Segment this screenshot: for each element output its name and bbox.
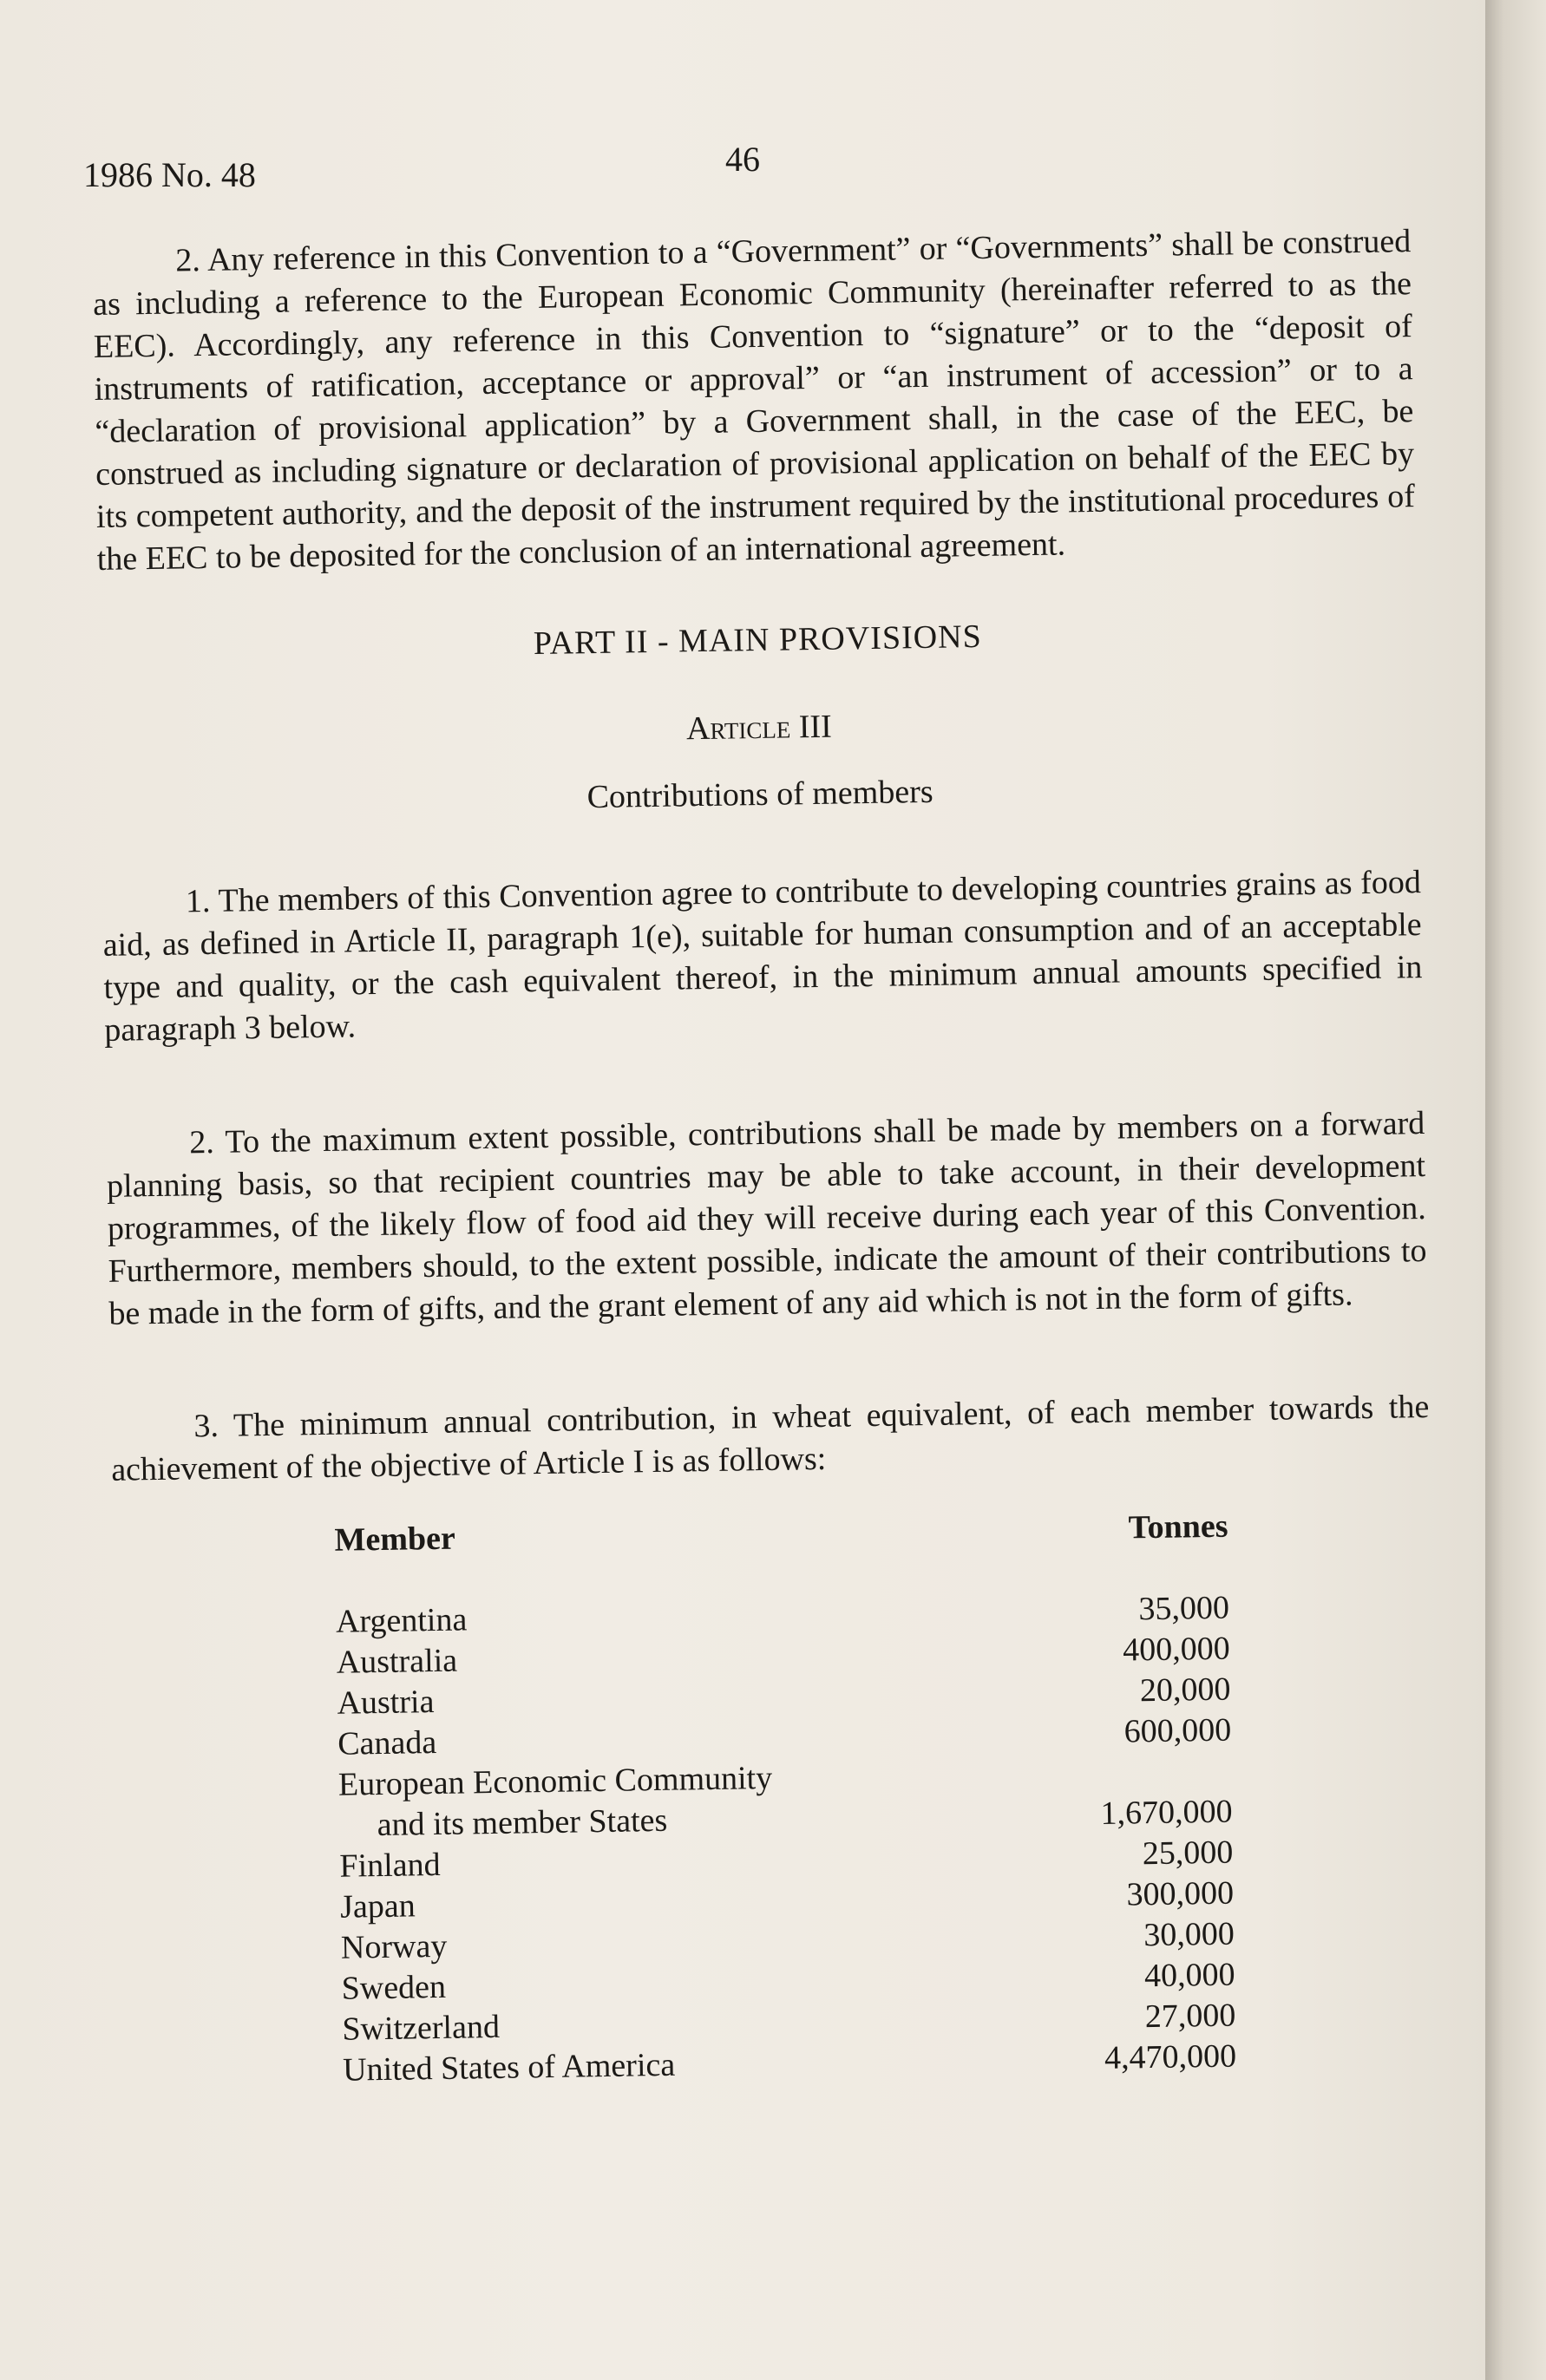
document-body: [92, 220, 1439, 2095]
contributions-table: [334, 1506, 1236, 2091]
tonnes-value: 40,000: [1143, 1956, 1235, 1995]
article-paragraph-2: 2. To the maximum extent possible, contributions shall be made by members on a forward planning basis, so that recipient countries may be able to take account, in their development programmes, of the likely flow of food aid they will receive during each year of this Convention. Furthermore, members should, to the extent possible, indicate the amount of their contributions to be made in the form of gifts, and the grant element of any aid which is not in the form of gifts.: [106, 1104, 1427, 1332]
book-spine-edge: [1485, 0, 1546, 2380]
document-reference: 1986 No. 48: [83, 155, 256, 194]
member-name: Australia: [336, 1642, 458, 1681]
column-header-tonnes: Tonnes: [1128, 1507, 1228, 1546]
member-name: European Economic Community: [337, 1759, 773, 1803]
member-name: Japan: [339, 1887, 416, 1926]
tonnes-value: 4,470,000: [1104, 2037, 1237, 2076]
member-name: United States of America: [342, 2046, 676, 2089]
paragraph-2: 2. Any reference in this Convention to a “Government” or “Governments” shall be construed as including a reference to the European Economic Community (hereinafter referred to as the EEC). Accordingly, any reference in this Convention to “signature” or to the “deposit of instruments of ratification, acceptance or approval” or “an instrument of accession” or to a “declaration of provisional application” by a Government shall, in the case of the EEC, be construed as including signature or declaration of provisional application on behalf of the EEC by its competent authority, and the deposit of the instrument required by the institutional procedures of the EEC to be deposited for the conclusion of an international agreement.: [92, 223, 1416, 578]
member-name: Finland: [339, 1846, 441, 1885]
member-name: Austria: [337, 1684, 435, 1722]
member-name: Sweden: [341, 1968, 447, 2007]
tonnes-value: 35,000: [1138, 1589, 1230, 1628]
article-title: Contributions of members: [586, 773, 933, 816]
tonnes-value: 20,000: [1139, 1671, 1231, 1710]
article-paragraph-3: 3. The minimum annual contribution, in wheat equivalent, of each member towards the achievement of the objective of Article I is as follows:: [110, 1388, 1430, 1488]
tonnes-value: [1058, 1751, 1233, 1795]
tonnes-value: 30,000: [1143, 1915, 1235, 1954]
tonnes-value: 600,000: [1123, 1711, 1232, 1750]
member-name: Switzerland: [342, 2008, 501, 2048]
member-name: Argentina: [335, 1601, 468, 1640]
tonnes-value: 300,000: [1126, 1874, 1235, 1913]
page-number: 46: [725, 140, 760, 179]
member-name: Norway: [340, 1927, 448, 1966]
table-header: [334, 1506, 1228, 1562]
column-header-member: Member: [334, 1520, 456, 1559]
tonnes-value: 27,000: [1144, 1997, 1236, 2036]
page-header: [83, 139, 1402, 194]
member-name: Canada: [337, 1723, 437, 1762]
tonnes-value: 25,000: [1142, 1834, 1234, 1873]
article-paragraph-1: 1. The members of this Convention agree to contribute to developing countries grains as food aid, as defined in Article II, paragraph 1(e), suitable for human consumption and of an acceptable type and quality, or the cash equivalent thereof, in the minimum annual amounts specified in paragraph 3 below.: [102, 864, 1423, 1049]
article-heading: Article III: [685, 708, 833, 748]
part-heading: PART II - MAIN PROVISIONS: [533, 618, 983, 663]
member-name: and its member States: [377, 1801, 668, 1844]
tonnes-value: 1,670,000: [1100, 1793, 1233, 1832]
tonnes-value: 400,000: [1122, 1630, 1230, 1669]
